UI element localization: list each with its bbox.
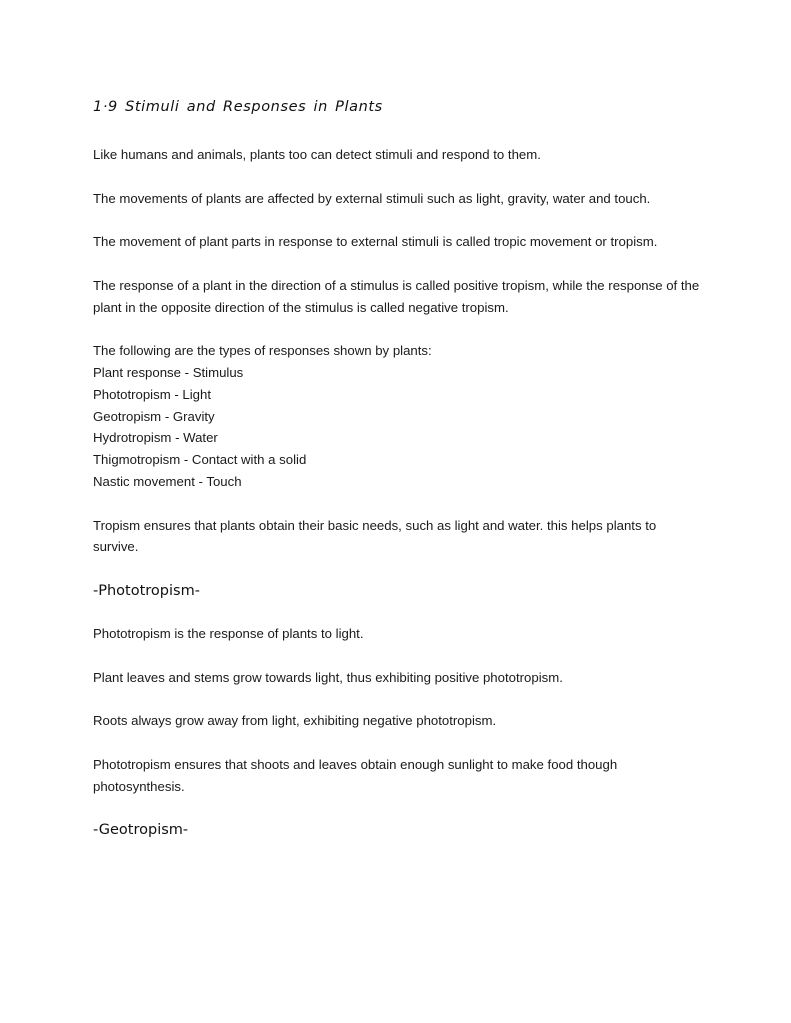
- list-item: Plant response - Stimulus: [93, 364, 244, 380]
- responses-intro: The following are the types of responses shown by plants:: [93, 343, 432, 359]
- intro-paragraph-2: The movements of plants are affected by external stimuli such as light, gravity, water and touch.: [93, 190, 651, 206]
- list-item: Nastic movement - Touch: [93, 473, 242, 489]
- intro-paragraph-1: Like humans and animals, plants too can detect stimuli and respond to them.: [93, 147, 541, 162]
- page-title: 1·9 Stimuli and Responses in Plants: [93, 99, 383, 115]
- intro-paragraph-3: The movement of plant parts in response to external stimuli is called tropic movement or tropism.: [93, 234, 658, 250]
- list-item: Hydrotropism - Water: [93, 430, 218, 446]
- tropism-summary: Tropism ensures that plants obtain their basic needs, such as light and water. this helps plants to survive.: [93, 517, 657, 555]
- list-item: Phototropism - Light: [93, 386, 212, 402]
- phototropism-heading: -Phototropism-: [93, 582, 200, 599]
- document-body: [93, 96, 703, 862]
- phototropism-paragraph-4: Phototropism ensures that shoots and leaves obtain enough sunlight to make food though photosynthesis.: [93, 756, 618, 794]
- geotropism-heading: -Geotropism-: [93, 822, 189, 839]
- phototropism-paragraph-2: Plant leaves and stems grow towards light, thus exhibiting positive phototropism.: [93, 669, 563, 685]
- phototropism-paragraph-1: Phototropism is the response of plants to light.: [93, 625, 364, 641]
- responses-list: [93, 362, 703, 493]
- list-item: Geotropism - Gravity: [93, 408, 215, 424]
- phototropism-paragraph-3: Roots always grow away from light, exhibiting negative phototropism.: [93, 713, 497, 729]
- intro-paragraph-4: The response of a plant in the direction of a stimulus is called positive tropism, while the response of the plant in the opposite direction of the stimulus is called negative tropism.: [93, 277, 700, 315]
- list-item: Thigmotropism - Contact with a solid: [93, 452, 307, 468]
